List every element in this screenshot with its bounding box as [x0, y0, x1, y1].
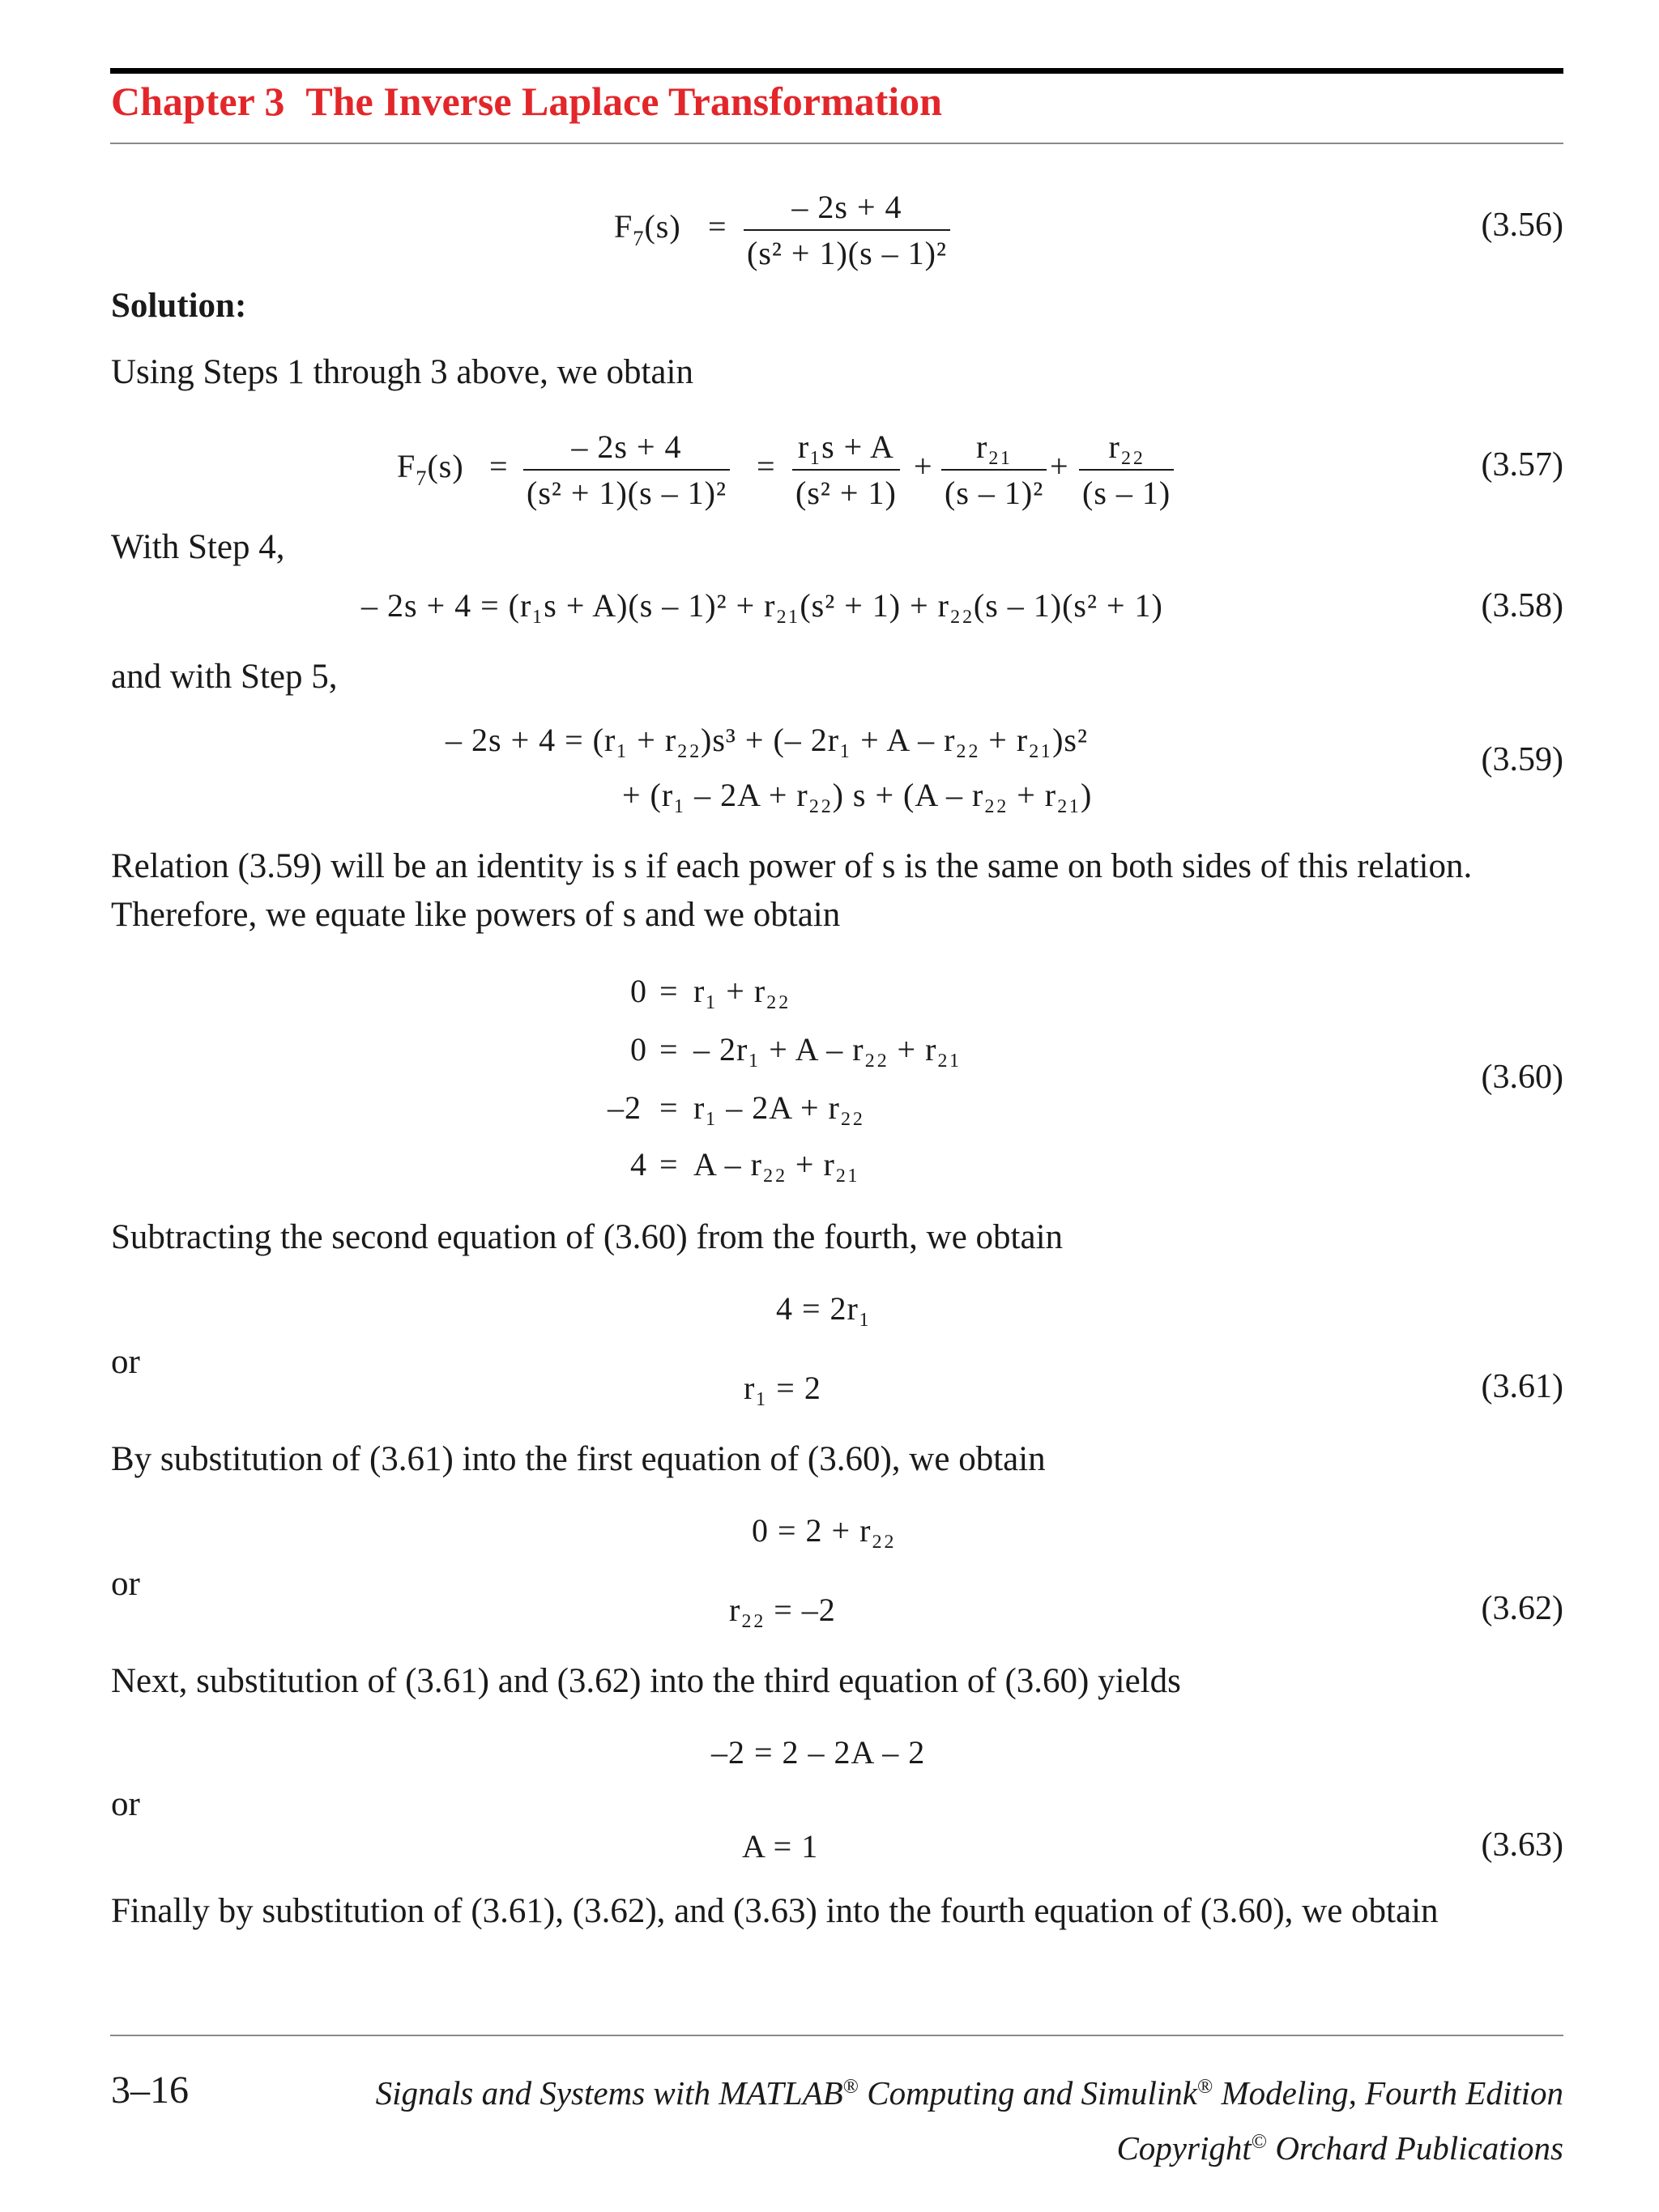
eq357-plus-1: +	[914, 448, 933, 484]
eq357-plus-2: +	[1050, 448, 1069, 484]
eq359-number: (3.59)	[1481, 741, 1563, 778]
eq357-number: (3.57)	[1481, 446, 1563, 484]
eq361: r₁ = 2	[744, 1370, 821, 1406]
footer-copyright: Copyright© Orchard Publications	[1116, 2129, 1563, 2167]
eq357-fraction-4: r₂₂ (s – 1)	[1079, 428, 1174, 512]
eq360-row4-rhs: A – r₂₂ + r₂₁	[693, 1146, 859, 1183]
eq357-equals-2: =	[757, 448, 776, 484]
eq363: A = 1	[742, 1828, 819, 1865]
eq360-row4-lhs: 4	[630, 1146, 647, 1183]
eq360-row4-equals: =	[659, 1146, 679, 1183]
eq360-row3-rhs: r₁ – 2A + r₂₂	[693, 1089, 864, 1126]
paragraph-identity-line1: Relation (3.59) will be an identity is s if each power of s is the same on both sides of this relation.	[111, 847, 1473, 885]
footer-rule	[110, 2035, 1563, 2036]
eq357-equals-1: =	[489, 448, 509, 484]
page-number: 3–16	[111, 2069, 189, 2112]
paragraph-subtract: Subtracting the second equation of (3.60) from the fourth, we obtain	[111, 1218, 1064, 1256]
eq360-number: (3.60)	[1481, 1059, 1563, 1096]
eq359-line2: + (r₁ – 2A + r₂₂) s + (A – r₂₂ + r₂₁)	[622, 777, 1093, 813]
eq357-fraction-3: r₂₁ (s – 1)²	[941, 428, 1047, 512]
eq362: r₂₂ = –2	[729, 1592, 836, 1628]
eq362-number: (3.62)	[1481, 1590, 1563, 1627]
or-1: or	[111, 1343, 140, 1381]
eq359-line1: – 2s + 4 = (r₁ + r₂₂)s³ + (– 2r₁ + A – r₂₂ + r₂₁)s²	[446, 722, 1088, 758]
eq-0-equals-2-plus-r22: 0 = 2 + r₂₂	[752, 1512, 896, 1549]
eq357-fraction-2: r₁s + A (s² + 1)	[792, 428, 900, 512]
paragraph-finally: Finally by substitution of (3.61), (3.62), and (3.63) into the fourth equation of (3.60), we obtain	[111, 1892, 1439, 1930]
eq356-equals: =	[708, 208, 727, 245]
eq361-number: (3.61)	[1481, 1368, 1563, 1405]
eq356-denominator: (s² + 1)(s – 1)²	[747, 235, 947, 271]
paragraph-identity-line2: Therefore, we equate like powers of s and we obtain	[111, 896, 841, 934]
eq358: – 2s + 4 = (r₁s + A)(s – 1)² + r₂₁(s² + 1) + r₂₂(s – 1)(s² + 1)	[361, 587, 1163, 624]
eq360-row2-lhs: 0	[630, 1031, 647, 1068]
eq357-fraction-1: – 2s + 4 (s² + 1)(s – 1)²	[523, 428, 730, 512]
paragraph-step4: With Step 4,	[111, 528, 285, 566]
chapter-title: The Inverse Laplace Transformation	[305, 79, 942, 124]
eq360-row2-equals: =	[659, 1031, 679, 1068]
header-rule-thin	[110, 143, 1563, 144]
eq-m2-equals: –2 = 2 – 2A – 2	[711, 1734, 926, 1771]
eq360-row3-equals: =	[659, 1089, 679, 1126]
eq363-number: (3.63)	[1481, 1826, 1563, 1864]
paragraph-steps: Using Steps 1 through 3 above, we obtain	[111, 353, 693, 391]
paragraph-next: Next, substitution of (3.61) and (3.62) into the third equation of (3.60) yields	[111, 1662, 1181, 1700]
or-3: or	[111, 1785, 140, 1823]
eq360-row1-rhs: r₁ + r₂₂	[693, 973, 791, 1009]
solution-heading: Solution:	[111, 287, 247, 325]
eq360-row1-equals: =	[659, 973, 679, 1009]
paragraph-step5: and with Step 5,	[111, 658, 338, 696]
footer-book-title: Signals and Systems with MATLAB® Computing and Simulink® Modeling, Fourth Edition	[375, 2074, 1563, 2112]
chapter-heading	[111, 78, 942, 125]
eq360-row1-lhs: 0	[630, 973, 647, 1009]
header-rule-thick	[110, 68, 1563, 74]
paragraph-subst-first: By substitution of (3.61) into the first equation of (3.60), we obtain	[111, 1440, 1046, 1478]
eq358-number: (3.58)	[1481, 587, 1563, 624]
eq360-row3-lhs: –2	[608, 1089, 642, 1126]
eq356-fraction	[744, 188, 950, 272]
or-2: or	[111, 1565, 140, 1603]
eq-4-equals-2r1: 4 = 2r₁	[776, 1290, 871, 1327]
chapter-label: Chapter 3	[111, 79, 285, 124]
eq357-lhs: $F_7(s)$	[397, 448, 464, 491]
eq356-numerator: – 2s + 4	[791, 189, 902, 225]
eq356-number: (3.56)	[1481, 207, 1563, 244]
eq360-row2-rhs: – 2r₁ + A – r₂₂ + r₂₁	[693, 1031, 962, 1068]
eq356-lhs: $F_7(s)$	[614, 208, 681, 251]
